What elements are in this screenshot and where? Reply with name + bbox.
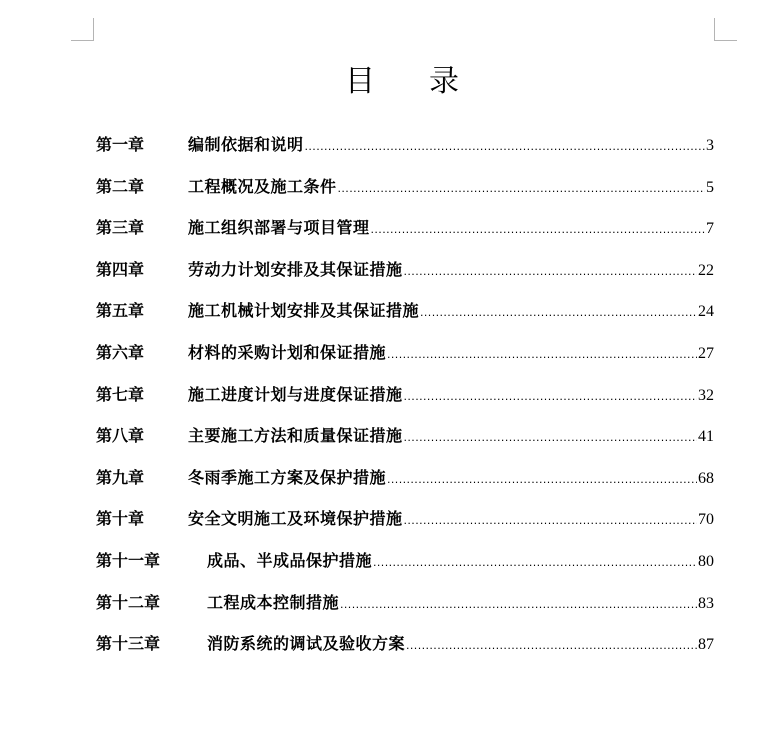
toc-chapter-label: 第十一章 — [96, 550, 161, 570]
toc-entry-title[interactable]: 劳动力计划安排及其保证措施 — [188, 259, 403, 279]
toc-title-char: 目 — [345, 64, 375, 100]
toc-entry[interactable] — [96, 249, 714, 291]
toc-page-number: 32 — [698, 386, 714, 404]
toc-page-number: 87 — [698, 636, 714, 654]
toc-chapter-label: 第四章 — [96, 259, 145, 279]
toc-chapter-label: 第十章 — [96, 509, 145, 529]
toc-entry-title[interactable]: 施工机械计划安排及其保证措施 — [188, 301, 420, 321]
toc-chapter-label: 第二章 — [96, 176, 145, 196]
toc-chapter-label: 第十三章 — [96, 634, 161, 654]
crop-mark-top-left — [71, 18, 94, 41]
toc-chapter-label: 第五章 — [96, 301, 145, 321]
toc-page-number: 3 — [706, 137, 714, 154]
toc-entry-title[interactable]: 消防系统的调试及验收方案 — [207, 634, 406, 654]
toc-entry[interactable] — [96, 332, 714, 374]
toc-entry[interactable] — [96, 415, 714, 457]
toc-dot-leader — [387, 459, 697, 501]
toc-entry-title[interactable]: 冬雨季施工方案及保护措施 — [188, 467, 387, 487]
toc-dot-leader — [371, 209, 705, 251]
toc-entry[interactable] — [96, 290, 714, 332]
toc-dot-leader — [404, 500, 697, 542]
toc-dot-leader — [404, 417, 697, 459]
toc-entry[interactable] — [96, 582, 714, 624]
toc-page-number: 70 — [698, 511, 714, 529]
toc-entry[interactable] — [96, 623, 714, 665]
toc-dot-leader — [387, 334, 697, 376]
toc-chapter-label: 第七章 — [96, 384, 145, 404]
toc-dot-leader — [373, 542, 697, 584]
toc-dot-leader — [305, 126, 705, 168]
toc-chapter-label: 第十二章 — [96, 592, 161, 612]
table-of-contents — [96, 124, 714, 665]
toc-page-number: 27 — [698, 344, 714, 362]
toc-page-number: 41 — [698, 428, 714, 446]
toc-entry[interactable] — [96, 124, 714, 166]
toc-entry[interactable] — [96, 457, 714, 499]
toc-entry[interactable] — [96, 207, 714, 249]
toc-page-number: 68 — [698, 469, 714, 487]
toc-chapter-label: 第六章 — [96, 342, 145, 362]
toc-entry[interactable] — [96, 540, 714, 582]
toc-dot-leader — [420, 292, 697, 334]
toc-chapter-label: 第八章 — [96, 426, 145, 446]
toc-entry-title[interactable]: 安全文明施工及环境保护措施 — [188, 509, 403, 529]
toc-dot-leader — [338, 168, 705, 210]
toc-title-char: 录 — [429, 64, 459, 100]
toc-page-number: 7 — [706, 220, 714, 238]
toc-entry[interactable] — [96, 374, 714, 416]
toc-entry-title[interactable]: 工程概况及施工条件 — [188, 176, 337, 196]
toc-dot-leader — [340, 584, 697, 626]
toc-entry-title[interactable]: 材料的采购计划和保证措施 — [188, 342, 387, 362]
toc-page-number: 24 — [698, 303, 714, 321]
toc-entry-title[interactable]: 施工进度计划与进度保证措施 — [188, 384, 403, 404]
toc-dot-leader — [406, 625, 697, 667]
toc-entry-title[interactable]: 编制依据和说明 — [188, 135, 304, 154]
toc-entry[interactable] — [96, 166, 714, 208]
toc-entry-title[interactable]: 工程成本控制措施 — [207, 592, 340, 612]
toc-page-number: 22 — [698, 261, 714, 279]
toc-dot-leader — [404, 251, 697, 293]
toc-entry-title[interactable]: 施工组织部署与项目管理 — [188, 218, 370, 238]
toc-chapter-label: 第一章 — [96, 135, 145, 154]
crop-mark-top-right — [714, 18, 737, 41]
toc-page-number: 5 — [706, 178, 714, 196]
toc-page-number: 80 — [698, 552, 714, 570]
toc-page-number: 83 — [698, 594, 714, 612]
toc-dot-leader — [404, 376, 697, 418]
toc-title — [0, 60, 780, 104]
toc-entry[interactable] — [96, 498, 714, 540]
toc-entry-title[interactable]: 成品、半成品保护措施 — [207, 550, 373, 570]
toc-chapter-label: 第三章 — [96, 218, 145, 238]
toc-chapter-label: 第九章 — [96, 467, 145, 487]
toc-entry-title[interactable]: 主要施工方法和质量保证措施 — [188, 426, 403, 446]
